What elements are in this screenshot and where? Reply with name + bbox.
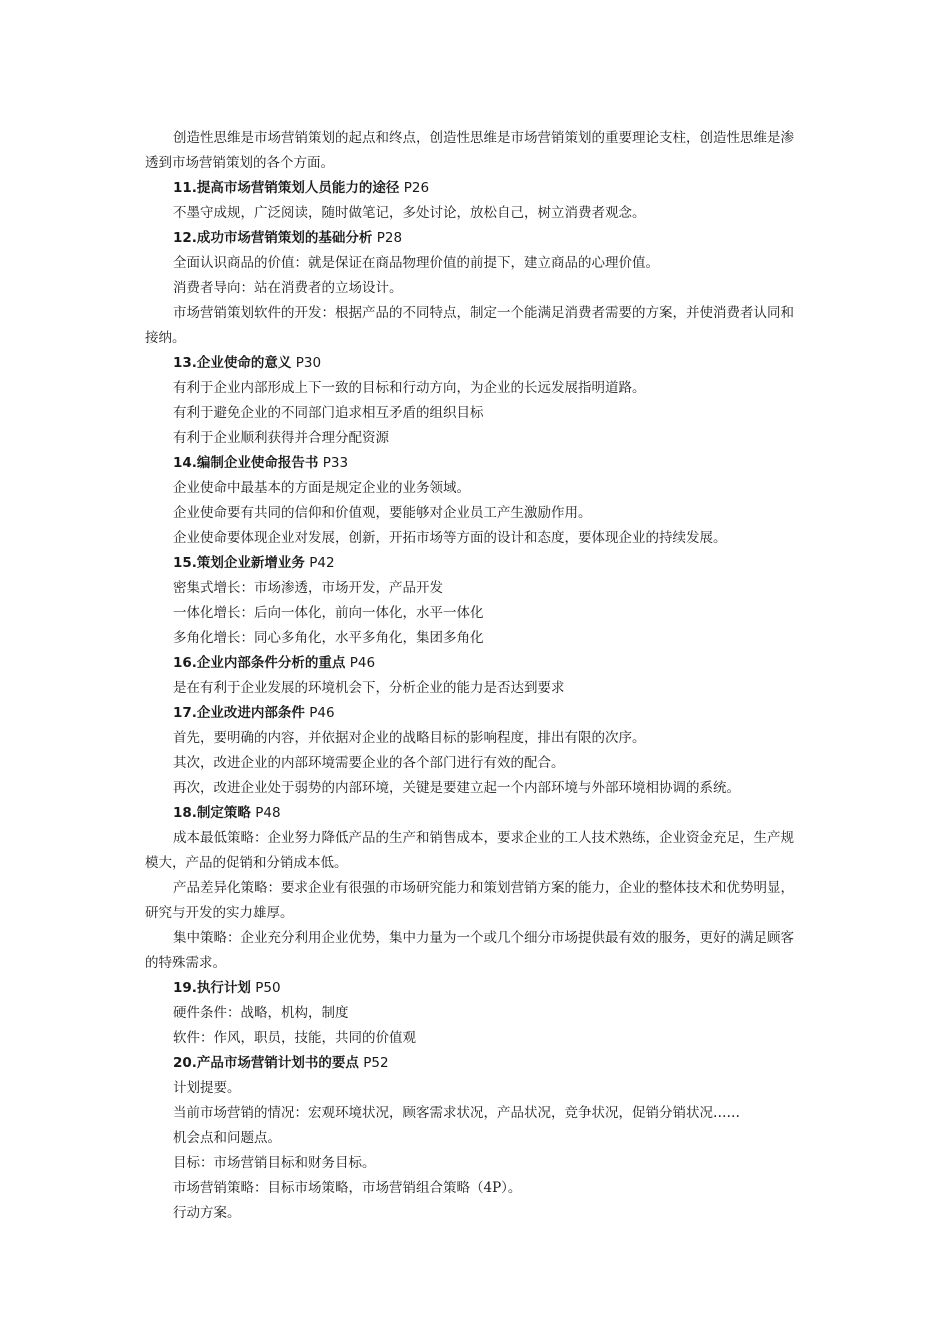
section-heading	[145, 701, 805, 726]
section-heading	[145, 351, 805, 376]
section-title: 17.企业改进内部条件	[173, 705, 305, 721]
section-page-ref: P50	[250, 980, 281, 996]
section-line: 企业使命中最基本的方面是规定企业的业务领域。	[173, 480, 470, 496]
section-heading	[145, 226, 805, 251]
section-title: 14.编制企业使命报告书	[173, 455, 319, 471]
section-line: 有利于企业内部形成上下一致的目标和行动方向，为企业的长远发展指明道路。	[173, 380, 646, 396]
section-line: 行动方案。	[173, 1205, 241, 1221]
section-title: 16.企业内部条件分析的重点	[173, 655, 346, 671]
section-line: 计划提要。	[173, 1080, 241, 1096]
section-page-ref: P52	[358, 1055, 389, 1071]
section-line: 再次，改进企业处于弱势的内部环境，关键是要建立起一个内部环境与外部环境相协调的系统。	[173, 780, 740, 796]
section-line: 消费者导向：站在消费者的立场设计。	[173, 280, 403, 296]
section-line: 目标：市场营销目标和财务目标。	[173, 1155, 376, 1171]
intro-paragraph: 创造性思维是市场营销策划的起点和终点，创造性思维是市场营销策划的重要理论支柱，创造性思维是渗透到市场营销策划的各个方面。	[145, 130, 794, 171]
section-heading	[145, 801, 805, 826]
section-page-ref: P42	[304, 555, 335, 571]
section-line: 是在有利于企业发展的环境机会下，分析企业的能力是否达到要求	[173, 680, 565, 696]
section-page-ref: P46	[345, 655, 376, 671]
section-page-ref: P26	[399, 180, 430, 196]
section-title: 15.策划企业新增业务	[173, 555, 305, 571]
section-line: 首先，要明确的内容，并依据对企业的战略目标的影响程度，排出有限的次序。	[173, 730, 646, 746]
section-line: 全面认识商品的价值：就是保证在商品物理价值的前提下，建立商品的心理价值。	[173, 255, 659, 271]
section-line: 有利于避免企业的不同部门追求相互矛盾的组织目标	[173, 405, 484, 421]
section-line: 市场营销策略：目标市场策略，市场营销组合策略（4P）。	[173, 1180, 522, 1196]
section-line: 企业使命要有共同的信仰和价值观，要能够对企业员工产生激励作用。	[173, 505, 592, 521]
section-line: 集中策略：企业充分利用企业优势，集中力量为一个或几个细分市场提供最有效的服务，更好的满足顾客的特殊需求。	[145, 930, 794, 971]
section-title: 18.制定策略	[173, 805, 251, 821]
section-page-ref: P48	[250, 805, 281, 821]
section-line: 产品差异化策略：要求企业有很强的市场研究能力和策划营销方案的能力，企业的整体技术和优势明显，研究与开发的实力雄厚。	[145, 880, 794, 921]
section-line: 有利于企业顺利获得并合理分配资源	[173, 430, 389, 446]
section-line: 一体化增长：后向一体化，前向一体化，水平一体化	[173, 605, 484, 621]
section-page-ref: P46	[304, 705, 335, 721]
section-line: 企业使命要体现企业对发展，创新，开拓市场等方面的设计和态度，要体现企业的持续发展。	[173, 530, 727, 546]
section-title: 11.提高市场营销策划人员能力的途径	[173, 180, 400, 196]
section-heading	[145, 451, 805, 476]
section-line: 市场营销策划软件的开发：根据产品的不同特点，制定一个能满足消费者需要的方案，并使消费者认同和接纳。	[145, 305, 794, 346]
section-line: 密集式增长：市场渗透，市场开发，产品开发	[173, 580, 443, 596]
section-line: 其次，改进企业的内部环境需要企业的各个部门进行有效的配合。	[173, 755, 565, 771]
section-line: 当前市场营销的情况：宏观环境状况，顾客需求状况，产品状况，竞争状况，促销分销状况……	[173, 1105, 740, 1121]
section-heading	[145, 176, 805, 201]
section-title: 12.成功市场营销策划的基础分析	[173, 230, 373, 246]
section-line: 软件：作风，职员，技能，共同的价值观	[173, 1030, 416, 1046]
section-heading	[145, 651, 805, 676]
section-heading	[145, 976, 805, 1001]
section-page-ref: P30	[291, 355, 322, 371]
section-line: 硬件条件：战略，机构，制度	[173, 1005, 349, 1021]
section-title: 19.执行计划	[173, 980, 251, 996]
section-page-ref: P28	[372, 230, 403, 246]
section-heading	[145, 1051, 805, 1076]
section-line: 机会点和问题点。	[173, 1130, 281, 1146]
section-page-ref: P33	[318, 455, 349, 471]
section-title: 20.产品市场营销计划书的要点	[173, 1055, 359, 1071]
document-body	[145, 126, 805, 1226]
section-heading	[145, 551, 805, 576]
section-line: 多角化增长：同心多角化，水平多角化，集团多角化	[173, 630, 484, 646]
section-title: 13.企业使命的意义	[173, 355, 292, 371]
section-line: 不墨守成规，广泛阅读，随时做笔记，多处讨论，放松自己，树立消费者观念。	[173, 205, 646, 221]
section-line: 成本最低策略：企业努力降低产品的生产和销售成本，要求企业的工人技术熟练，企业资金充足，生产规模大，产品的促销和分销成本低。	[145, 830, 794, 871]
